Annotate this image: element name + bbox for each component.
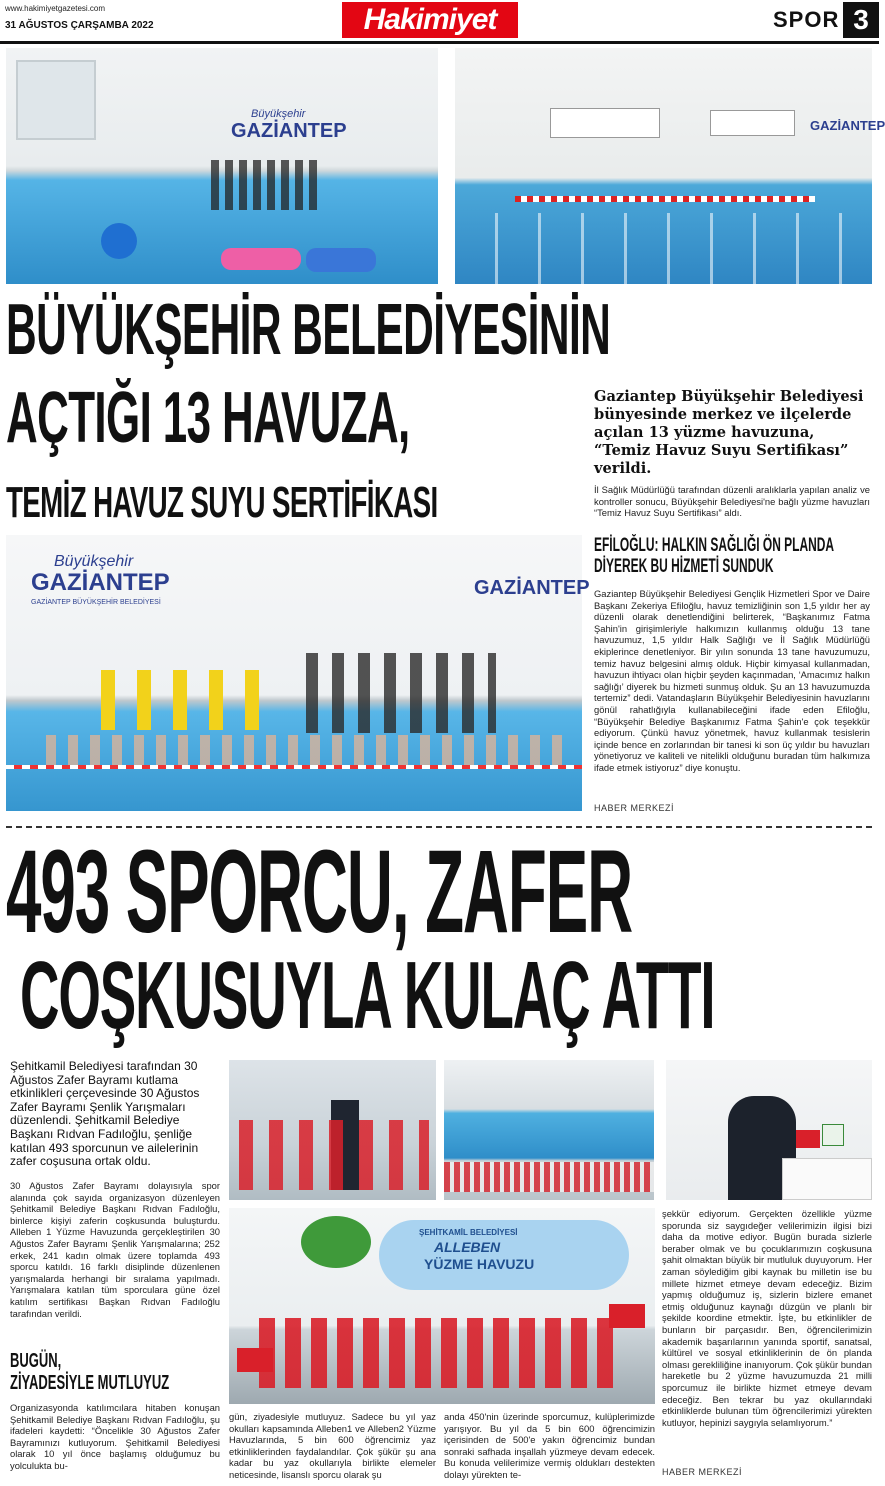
story1-subhead: EFİLOĞLU: HALKIN SAĞLIĞI ÖN PLANDA DİYEREK BU HİZMETİ SUNDUK: [594, 535, 834, 577]
photo-banner-text: Büyükşehir: [251, 108, 306, 120]
story2-body4: anda 450'nin üzerinde sporcumuz, kulüplerimizde yarışıyor. Bu yıl da 5 bin 600 öğrencimizin içerisinden de 500'e yakın öğrencimiz bundan sonraki safhada inşallah yüzmeye devam edecek. Bu konuda velilerimize vermiş oldukları destekten dolayı yürekten te-: [444, 1411, 655, 1480]
story1-headline-line3: TEMİZ HAVUZ SUYU SERTİFİKASI: [6, 478, 438, 527]
podium: [782, 1158, 872, 1200]
photo-mayor-speech: [666, 1060, 872, 1200]
story1-headline-line2: AÇTIĞI 13 HAVUZA,: [6, 378, 410, 458]
kids-red: [239, 1120, 429, 1190]
photo-pool-crowd: [444, 1060, 654, 1200]
flag-left: [237, 1348, 273, 1372]
site-url[interactable]: www.hakimiyetgazetesi.com: [5, 4, 106, 13]
wall-banner-2: GAZİANTEP: [31, 569, 170, 596]
photo-ceremony: [6, 535, 590, 811]
wall-banner-right: GAZİANTEP: [474, 577, 590, 599]
banner-left: [550, 108, 660, 138]
story2-lead: Şehitkamil Belediyesi tarafından 30 Ağustos Zafer Bayramı kutlama etkinlikleri çerçevesinde 30 Ağustos Zafer Bayramı Şenlik Yarışmaları düzenlendi. Şehitkamil Belediye Başkanı Rıdvan Fadıloğlu, şenliğe katılan 493 sporcunun ve ailelerinin zafer coşusuna ortak oldu.: [10, 1059, 200, 1169]
story2-byline: HABER MERKEZİ: [662, 1467, 743, 1477]
flag-right: [609, 1304, 645, 1328]
kids-group-red: [259, 1318, 619, 1388]
masthead-rule: [0, 41, 879, 44]
banner-center: [710, 110, 795, 136]
photo-mayor-certificate: [229, 1060, 436, 1200]
wall-banner-1: Büyükşehir: [54, 553, 134, 570]
story1-byline: HABER MERKEZİ: [594, 803, 675, 813]
story1-headline-line1: BÜYÜKŞEHİR BELEDİYESİNİN: [6, 290, 611, 370]
swimmer-child: [101, 223, 137, 259]
wall-banner-sub: GAZİANTEP BÜYÜKŞEHİR BELEDİYESİ: [31, 599, 161, 606]
logo-text: Hakimiyet: [342, 2, 518, 38]
tree-logo: [301, 1216, 371, 1268]
story1-deck: Gaziantep Büyükşehir Belediyesi bünyesinde merkez ve ilçelerde açılan 13 yüzme havuzuna, “Temiz Havuz Suyu Sertifikası” verildi.: [594, 388, 864, 477]
story2-body1: 30 Ağustos Zafer Bayramı dolayısıyla spor alanında çok sayıda organizasyon düzenleyen Şehitkamil Belediye Başkanı Rıdvan Fadıloğlu, binlerce kişiyi zaferin coşkusunda buluşturdu. Alleben 1 Yüzme Havuzunda gerçekleştirilen 30 Ağustos Zafer Bayramı Şenlik Yarışmalarına; 252 erkek, 241 kadın olmak üzere toplamda 493 sporcu katıldı. 16 farklı disiplinde düzenlenen yarışmalarda herhangi bir sıralama yapılmadı. Yarışmalara katılan tüm sporculara güne özel katılım sertifikası Başkan Rıdvan Fadıloğlu tarafından verildi.: [10, 1180, 220, 1319]
kickboard-pink: [221, 248, 301, 270]
officials-group: [306, 653, 496, 733]
story1-body: Gaziantep Büyükşehir Belediyesi Gençlik Hizmetleri Spor ve Daire Başkanı Zekeriya Efiloğlu, havuz temizliğinin son 1,5 yıldır her ay düzenli olarak denetlendiğini belirterek, “Başkanımız Fatma Şahin'in girişimleriyle halkımızın kullanmış olduğu 13 tane havuzumuz, 1,5 yıldır Halk Sağlığı ve İl Sağlık Müdürlüğü ekiplerince denetleniyor. Bir yılın sonunda 13 tane havuzumuzu, temiz havuz belgesini almış olduk. Hiçbir kimyasal kullanmadan, havuzun ihtiyacı olan hiçbir şeyden kaçınmadan, ‘Amacımız halkın sağlığı’ diyerek bu hizmeti sunmuş olduk. Şu an 13 havuzumuzda tertemiz” dedi. Vatandaşların Büyükşehir Belediyesinin havuzlarını gönül rahatlığıyla kullanabileceğini ifade eden Efiloğlu, “Büyükşehir Belediye Başkanımız Fatma Şahin'e çok teşekkür ediyorum. Çünkü havuz yönetmek, havuz kullanmak tesislerin içinde bence en zorlarından bir tanesi ki son üç yıldır bu havuzları yönetiyoruz ve kaliteli ve nitelikli olduğunu buradan tüm halkımıza ifade etmek istiyoruz” diye konuştu.: [594, 588, 870, 773]
page-number: 3: [843, 2, 879, 38]
lane-rope: [6, 765, 582, 769]
photo-group-alleben: [229, 1208, 655, 1404]
lane-flags: [515, 196, 815, 202]
crowd-red: [444, 1162, 654, 1192]
section-label: SPOR: [773, 7, 840, 32]
story2-body2: Organizasyonda katılımcılara hitaben konuşan Şehitkamil Belediye Başkanı Rıdvan Fadıloğlu, şu ifadeleri kaydetti: “Öncelikle 30 Ağustos Zafer Bayramınızı kutluyorum. Şehitkamil Belediyesi olarak 10 yıl önce başlamış olduğumuz bu yolculukta bu-: [10, 1402, 220, 1471]
sign-text-3: YÜZME HAVUZU: [424, 1256, 535, 1272]
masthead-logo[interactable]: [342, 2, 518, 38]
photo-empty-pool: [455, 48, 885, 284]
story1-intro: İl Sağlık Müdürlüğü tarafından düzenli aralıklarla yapılan analiz ve kontroller sonucu, Büyükşehir Belediyesi'ne bağlı yüzme havuzları “Temiz Havuz Suyu Sertifikası” aldı.: [594, 484, 870, 519]
photo-kids-pool: [6, 48, 438, 284]
sign-text-1: ŞEHİTKAMİL BELEDİYESİ: [419, 1228, 518, 1237]
story2-body3: gün, ziyadesiyle mutluyuz. Sadece bu yıl yaz okulları kapsamında Alleben1 ve Alleben2 Yüzme Havuzlarında, 5 bin 600 öğrencimiz yaz etkinliklerinden faydalandılar. Çok şükür şu ana kadar bu yaz okullarıyla birlikte elemeler neticesinde, lisanslı sporcu olarak şu: [229, 1411, 436, 1480]
story2-subhead-2: ZİYADESİYLE MUTLUYUZ: [10, 1372, 170, 1394]
turkish-flag: [796, 1130, 820, 1148]
lane-lines: [455, 213, 872, 284]
story2-body5: şekkür ediyorum. Gerçekten özellikle yüzme sporunda siz saygıdeğer velilerimizin ilgisi bizi daha da motive ediyor. Bugün burada sizlerle beraber olmak ve bu çocuklarımızın coşkusuna şahit olmaktan büyük bir mutluluk duyuyorum. Her zaman söylediğim gibi kaynak bu milletin ise bu millete hizmet etmeye devam edeceğiz. Bizim yapmış olduğumuz iş, sizlerin bizlere emanet etmiş olduğunuz kaynağı düzgün ve planlı bir şekilde koordine etmektir. İşte, bu etkinlikler de bunların bir parçasıdır. Ben, öğrencilerimizin akademik başarılarının yanında sportif, sanatsal, kültürel ve sosyal etkinliklerinin de ön planda olması gerekliliğine inanıyorum. Çok şükür bundan hareketle bu 2 yüzme havuzumuzda 21 milli sporcumuz ile birlikte hizmet etmeye devam edeceğiz. Ben tekrar bu yaz okullarındaki etkinliklerde bulunan tüm öğrencilerimizi yürekten kutluyor, hepinizi saygıyla selamlıyorum.”: [662, 1208, 873, 1428]
masthead: [0, 0, 879, 44]
issue-date: 31 AĞUSTOS ÇARŞAMBA 2022: [5, 20, 154, 31]
story2-headline-line2: COŞKUSUYLA KULAÇ ATTI: [20, 942, 715, 1049]
staff-yellow: [101, 670, 261, 730]
people-group: [211, 160, 321, 210]
story2-subhead-1: BUGÜN,: [10, 1350, 62, 1372]
kickboard-blue: [306, 248, 376, 272]
photo-banner-text-3: GAZİANTEP: [810, 118, 885, 133]
sign-text-2: ALLEBEN: [434, 1239, 501, 1255]
photo-banner-text-2: GAZİANTEP: [231, 120, 347, 142]
swimmers-row: [46, 735, 566, 765]
green-flag: [822, 1124, 844, 1146]
pool-hall-window: [16, 60, 96, 140]
story2-headline-line1: 493 SPORCU, ZAFER: [6, 826, 633, 958]
